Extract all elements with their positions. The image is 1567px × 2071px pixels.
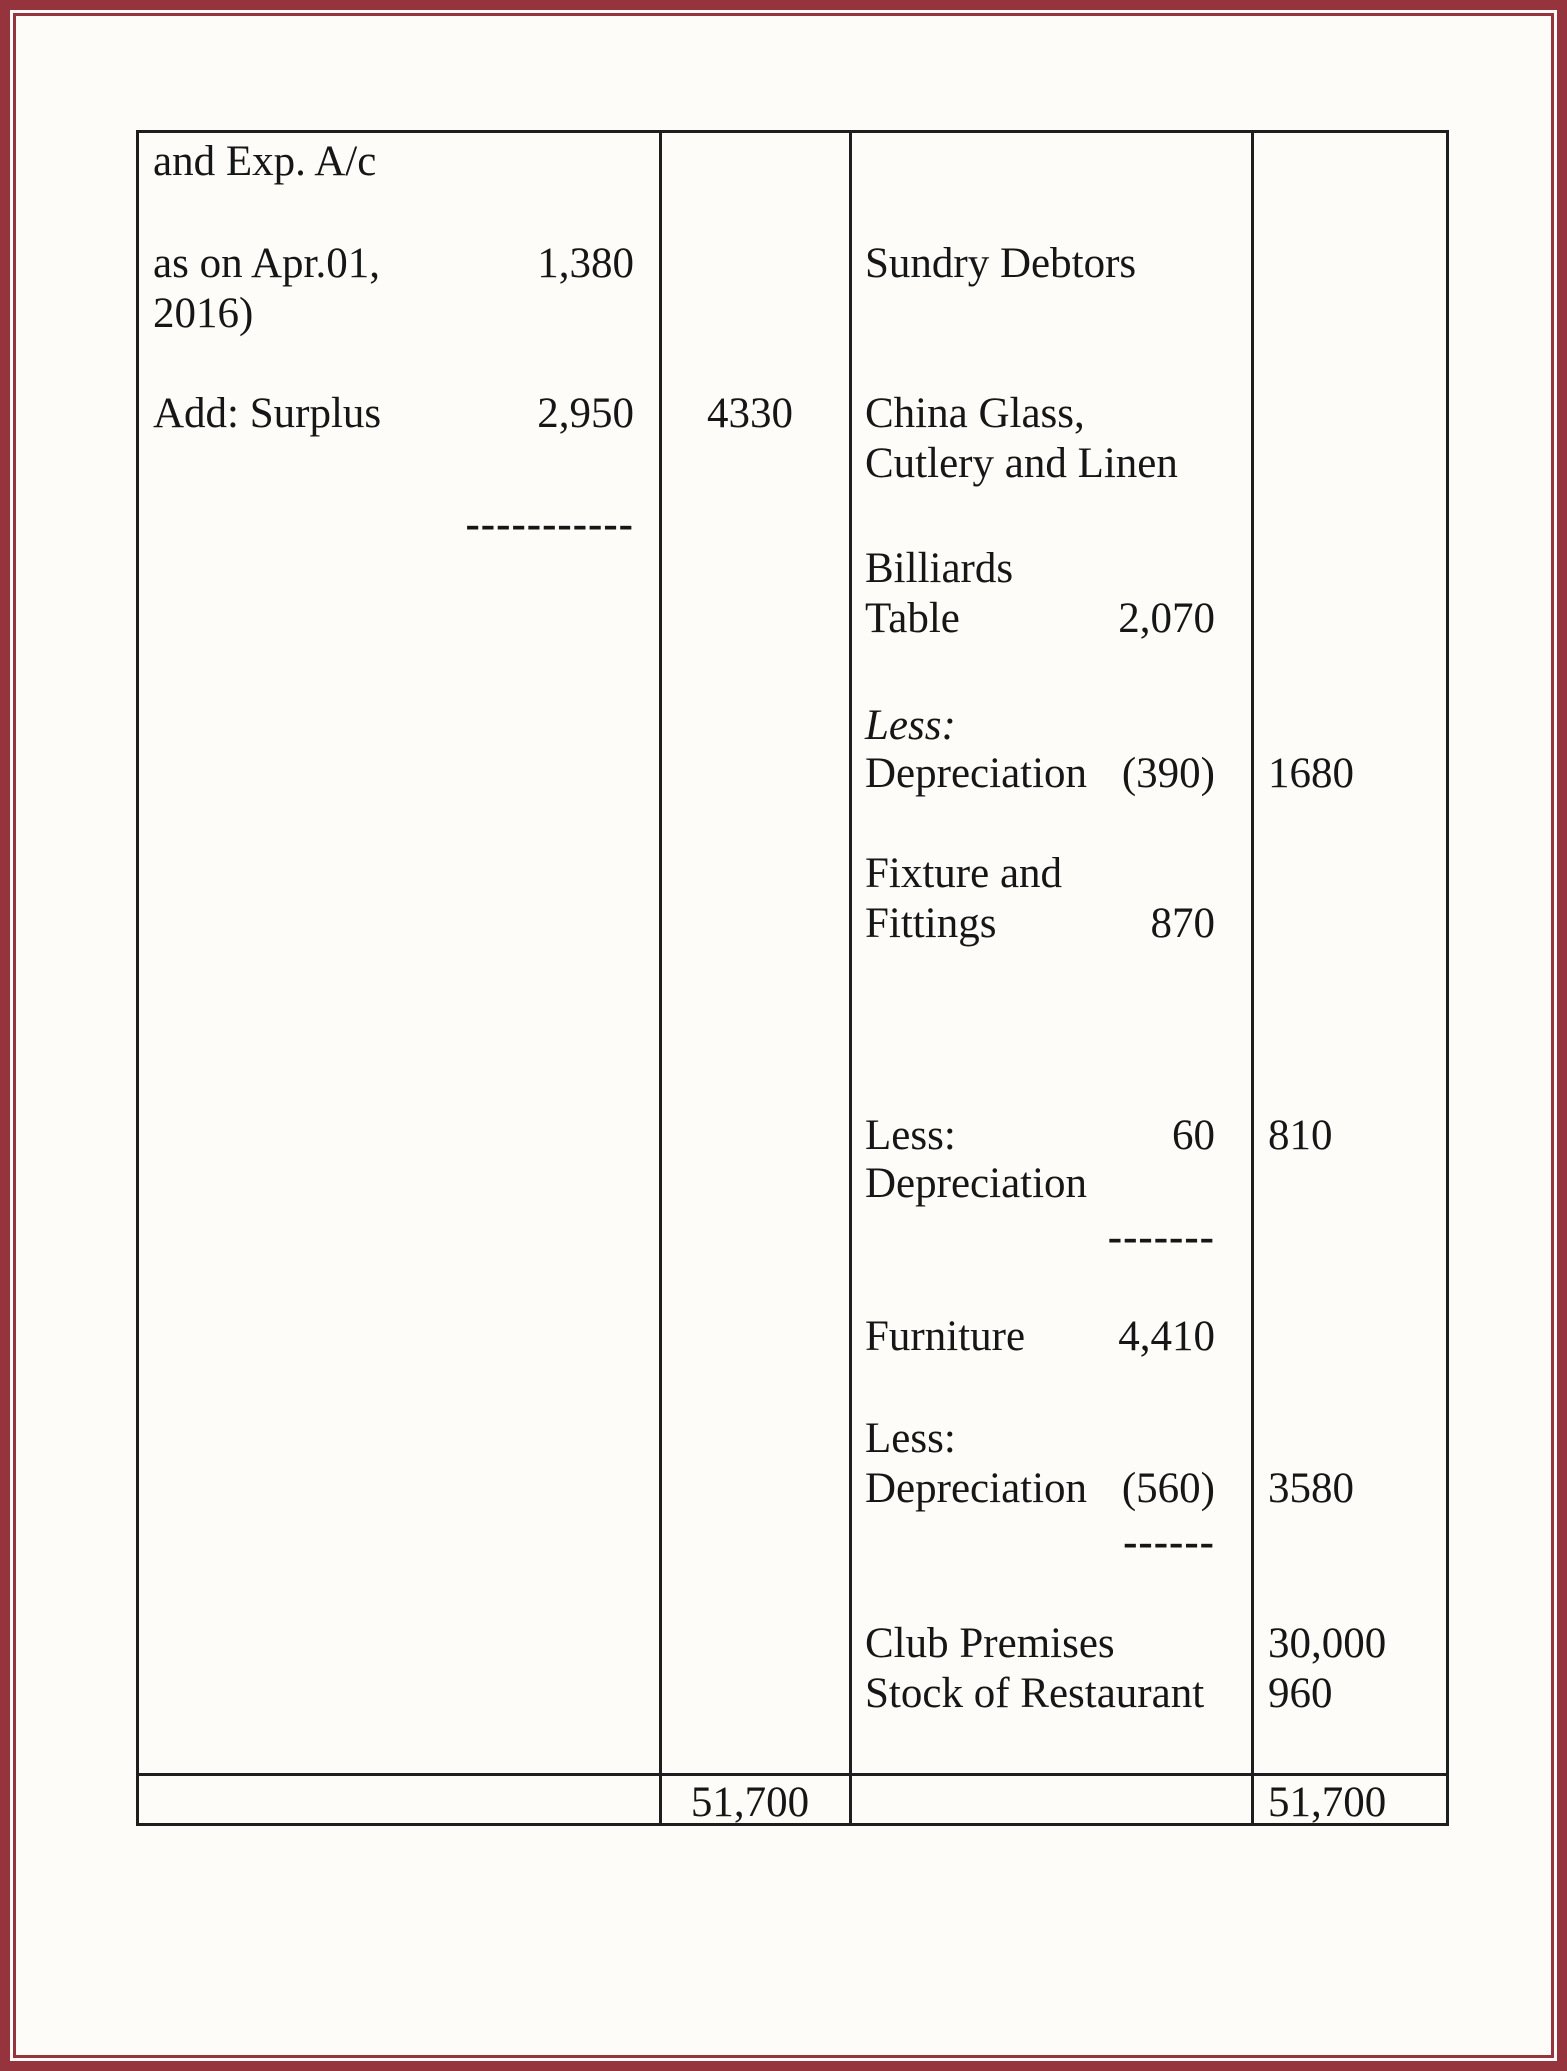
china-glass-line1: China Glass, xyxy=(865,390,1085,437)
less-row-2 xyxy=(865,1111,1215,1161)
total-row-liabilities-amount xyxy=(659,1773,849,1826)
furniture-row xyxy=(865,1312,1215,1362)
depreciation-label-2: Depreciation xyxy=(865,1160,1088,1207)
less-label-3: Less: xyxy=(865,1415,956,1462)
fixture-value-row xyxy=(865,899,1215,949)
stock-of-restaurant-value: 960 xyxy=(1268,1670,1333,1717)
add-surplus-label: Add: Surplus xyxy=(153,390,382,437)
fixture-label-line2: Fittings xyxy=(865,900,997,947)
capital-fund-subtotal: 4330 xyxy=(707,390,793,437)
depreciation-label-3: Depreciation xyxy=(865,1465,1088,1512)
billiards-label-line2: Table xyxy=(865,595,960,642)
liabilities-particulars-column xyxy=(139,133,659,1773)
total-row-assets-amount xyxy=(1251,1773,1446,1826)
capital-date-row xyxy=(153,239,634,289)
club-premises-value: 30,000 xyxy=(1268,1620,1387,1667)
capital-date-label: as on Apr.01, xyxy=(153,240,380,287)
furniture-label: Furniture xyxy=(865,1313,1026,1360)
depreciation-label-1: Depreciation xyxy=(865,750,1088,797)
stock-of-restaurant-label: Stock of Restaurant xyxy=(865,1670,1205,1717)
china-glass-line2: Cutlery and Linen xyxy=(865,440,1178,487)
fixture-gross-value: 870 xyxy=(1150,900,1215,947)
assets-total-value: 51,700 xyxy=(1268,1779,1387,1826)
capital-date-wrap-line: 2016) xyxy=(153,290,254,337)
depreciation-value-2: 60 xyxy=(1172,1112,1215,1159)
assets-particulars-column xyxy=(849,133,1251,1773)
fixture-subtotal-dashes: ------- xyxy=(1107,1214,1215,1261)
club-premises-label: Club Premises xyxy=(865,1620,1115,1667)
assets-amount-column xyxy=(1251,133,1446,1773)
billiards-label-line1: Billiards xyxy=(865,545,1014,592)
billiards-value-row xyxy=(865,594,1215,644)
sundry-debtors-label: Sundry Debtors xyxy=(865,240,1137,287)
liabilities-amount-column xyxy=(659,133,849,1773)
billiards-net-value: 1680 xyxy=(1268,750,1354,797)
depreciation-value-3: (560) xyxy=(1121,1465,1215,1512)
less-label-2: Less: xyxy=(865,1112,956,1159)
capital-fund-continuation-line: and Exp. A/c xyxy=(153,138,377,185)
surplus-value: 2,950 xyxy=(537,390,634,437)
furniture-gross-value: 4,410 xyxy=(1118,1313,1215,1360)
fixture-net-value: 810 xyxy=(1268,1112,1333,1159)
furniture-subtotal-dashes: ------ xyxy=(1123,1519,1215,1566)
total-row-liabilities-particulars xyxy=(139,1773,659,1823)
depreciation-row-1 xyxy=(865,749,1215,799)
fixture-label-line1: Fixture and xyxy=(865,850,1063,897)
total-row-assets-particulars xyxy=(849,1773,1251,1823)
billiards-gross-value: 2,070 xyxy=(1118,595,1215,642)
liabilities-total-value: 51,700 xyxy=(690,1779,810,1826)
liabilities-subtotal-dashes: ----------- xyxy=(465,501,634,548)
furniture-net-value: 3580 xyxy=(1268,1465,1354,1512)
add-surplus-row xyxy=(153,389,634,439)
depreciation-value-1: (390) xyxy=(1121,750,1215,797)
balance-sheet-table xyxy=(136,130,1449,1826)
capital-opening-value: 1,380 xyxy=(537,240,634,287)
less-label-1: Less: xyxy=(865,702,956,749)
depreciation-row-3 xyxy=(865,1464,1215,1514)
